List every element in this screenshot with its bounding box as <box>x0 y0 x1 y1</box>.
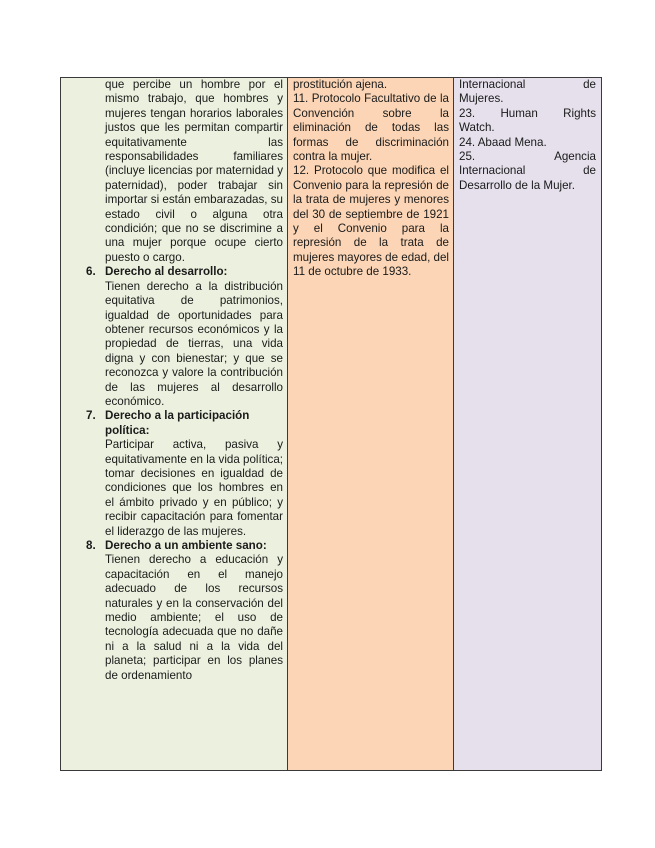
instrument-line: 12. Protocolo que modifica el Convenio para la represión de la trata de mujeres y menores del 30 de septiembre de 1921 y el Convenio para la represión de la trata de mujeres mayores de edad, del 11 de octubre de 1933. <box>293 164 449 279</box>
item-title: Derecho a la participación política: <box>105 409 250 437</box>
org-text: 23. <box>459 106 476 120</box>
org-text: Watch. <box>459 121 495 135</box>
rights-table <box>60 77 602 771</box>
org-line <box>459 107 596 121</box>
org-line <box>459 164 596 178</box>
item-title: Derecho al desarrollo: <box>105 265 228 279</box>
org-text: Mujeres. <box>459 92 504 106</box>
item-title: Derecho a un ambiente sano: <box>105 539 267 552</box>
org-text: Rights <box>563 106 596 120</box>
org-line <box>459 150 596 164</box>
org-text: Internacional <box>459 78 526 91</box>
org-text: 25. <box>459 150 476 164</box>
org-line <box>459 78 596 92</box>
org-text: 24. Abaad Mena. <box>459 135 547 149</box>
item-number: 8. <box>86 539 96 552</box>
item-body: Tienen derecho a la distribución equitativa de patrimonios, igualdad de oportunidades para obtener recursos económicos y la propiedad de tierras, una vida digna y con bienestar; y que se reconozca y valore la contribución de las mujeres al desarrollo económico. <box>105 279 283 408</box>
org-text: Human <box>500 106 538 120</box>
list-item <box>61 409 283 539</box>
instruments-column <box>288 78 454 770</box>
intro-paragraph: que percibe un hombre por el mismo trabajo, que hombres y mujeres tengan horarios laborales justos que les permitan compartir equitativamente las responsabilidades familiares (incluye licencias por maternidad y paternidad), poder trabajar sin importar si están embarazadas, su estado civil o alguna otra condición; que no se discrimine a una mujer porque ocupe cierto puesto o cargo. <box>105 78 283 264</box>
list-item <box>61 539 283 683</box>
org-text: Desarrollo de la Mujer. <box>459 178 575 192</box>
org-text: de <box>583 78 596 91</box>
org-text: Agencia <box>554 150 596 164</box>
item-number: 6. <box>86 265 96 279</box>
list-item <box>61 265 283 409</box>
item-body: Tienen derecho a educación y capacitación en el manejo adecuado de los recursos naturales y en la conservación del medio ambiente; el uso de tecnología adecuada que no dañe ni a la salud ni a la vida del planeta; participar en los planes de ordenamiento <box>105 553 283 682</box>
instrument-line: 11. Protocolo Facultativo de la Convención sobre la eliminación de todas las formas de discriminación contra la mujer. <box>293 92 449 164</box>
rights-column <box>61 78 288 770</box>
org-text: Internacional <box>459 164 526 178</box>
instrument-line: prostitución ajena. <box>293 78 388 91</box>
item-body: Participar activa, pasiva y equitativamente en la vida política; tomar decisiones en igualdad de condiciones que los hombres en el ámbito privado y en público; y recibir capacitación para fomentar el liderazgo de las mujeres. <box>105 438 283 538</box>
org-text: de <box>583 164 596 178</box>
organizations-column <box>454 78 601 770</box>
item-number: 7. <box>86 409 96 423</box>
